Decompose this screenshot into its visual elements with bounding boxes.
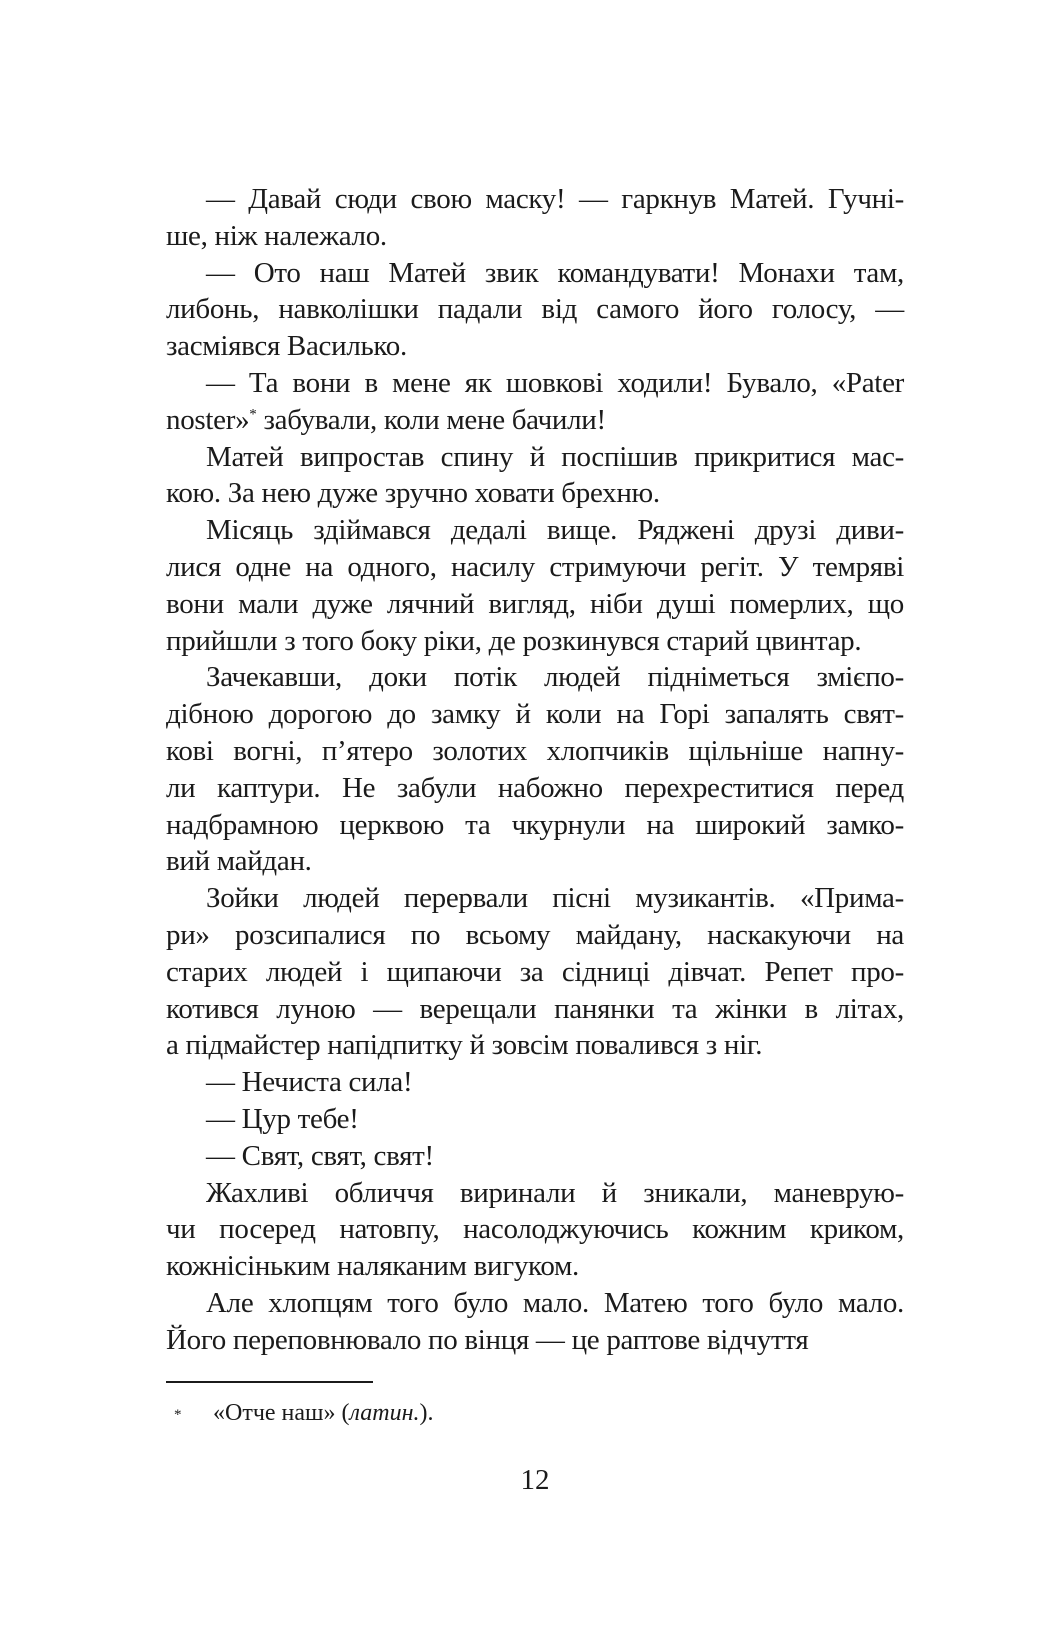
text-line: ли каптури. Не забули набожно перехреститися перед <box>166 771 904 804</box>
text-line: — Свят, свят, свят! <box>206 1139 434 1172</box>
paragraph-dialogue <box>166 1138 904 1175</box>
text-segment: noster» <box>166 403 250 436</box>
page-number: 12 <box>520 1464 550 1496</box>
footnote <box>166 1398 904 1431</box>
text-line: засміявся Василько. <box>166 330 407 363</box>
text-line: прийшли з того боку ріки, де розкинувся старий цвинтар. <box>166 624 862 657</box>
paragraph-dialogue <box>166 1101 904 1138</box>
text-line: ше, ніж належало. <box>166 219 387 252</box>
text-line: — Нечиста сила! <box>206 1066 413 1099</box>
text-line: дібною дорогою до замку й коли на Горі запалять свят- <box>166 698 904 731</box>
text-segment: забували, коли мене бачили! <box>256 403 606 436</box>
paragraph <box>166 1175 904 1285</box>
text-line: Але хлопцям того було мало. Матею того було мало. <box>206 1286 904 1319</box>
text-line-with-footnote-ref <box>166 402 904 439</box>
paragraph <box>166 365 904 439</box>
text-line: вони мали дуже лячний вигляд, ніби душі померлих, що <box>166 587 904 620</box>
text-line: Жахливі обличчя виринали й зникали, маневрую- <box>206 1176 904 1209</box>
footnote-text <box>213 1398 434 1429</box>
text-line: старих людей і щипаючи за сідниці дівчат. Репет про- <box>166 955 904 988</box>
text-line: лися одне на одного, насилу стримуючи регіт. У темряві <box>166 550 904 583</box>
text-line: кою. За нею дуже зручно ховати брехню. <box>166 477 660 510</box>
paragraph <box>166 181 904 255</box>
text-line: Зойки людей перервали пісні музикантів. «Прима- <box>206 882 904 915</box>
text-line: надбрамною церквою та чкурнули на широкий замко- <box>166 808 904 841</box>
text-line: Місяць здіймався дедалі вище. Ряджені друзі диви- <box>206 514 904 547</box>
paragraph <box>166 512 904 659</box>
text-line: а підмайстер напідпитку й зовсім повалився з ніг. <box>166 1029 763 1062</box>
text-line: кожнісіньким наляканим вигуком. <box>166 1250 579 1283</box>
text-line: вий майдан. <box>166 845 312 878</box>
paragraph <box>166 659 904 880</box>
text-line: — Цур тебе! <box>206 1102 359 1135</box>
footnote-reference-asterisk: * <box>249 406 257 423</box>
paragraph <box>166 880 904 1064</box>
text-line: — Та вони в мене як шовкові ходили! Бувало, «Pater <box>206 366 904 399</box>
footnote-text-segment: «Отче наш» ( <box>213 1400 350 1426</box>
paragraph <box>166 1285 904 1359</box>
text-line: котився луною — верещали панянки та жінки в літах, <box>166 992 904 1025</box>
text-line: — Давай сюди свою маску! — гаркнув Матей. Гучні- <box>206 183 904 215</box>
footnote-separator-rule <box>166 1381 373 1383</box>
paragraph <box>166 439 904 513</box>
text-line: ри» розсипалися по всьому майдану, наскакуючи на <box>166 918 904 951</box>
footnote-text-italic: латин. <box>349 1400 420 1426</box>
text-line: Зачекавши, доки потік людей підніметься змієпо- <box>206 661 904 694</box>
text-line: — Ото наш Матей звик командувати! Монахи там, <box>206 256 904 289</box>
footnote-text-segment: ). <box>419 1400 434 1426</box>
paragraph <box>166 255 904 365</box>
footnote-marker-asterisk: * <box>174 1407 182 1423</box>
text-line: Матей випростав спину й поспішив прикритися мас- <box>206 440 904 473</box>
text-line: кові вогні, п’ятеро золотих хлопчиків щільніше напну- <box>166 734 904 767</box>
text-line: чи посеред натовпу, насолоджуючись кожним криком, <box>166 1213 904 1246</box>
text-line: либонь, навколішки падали від самого його голосу, — <box>166 293 904 326</box>
text-line: Його переповнювало по вінця — це раптове відчуття <box>166 1323 809 1356</box>
paragraph-dialogue <box>166 1064 904 1101</box>
body-text <box>166 181 904 1359</box>
